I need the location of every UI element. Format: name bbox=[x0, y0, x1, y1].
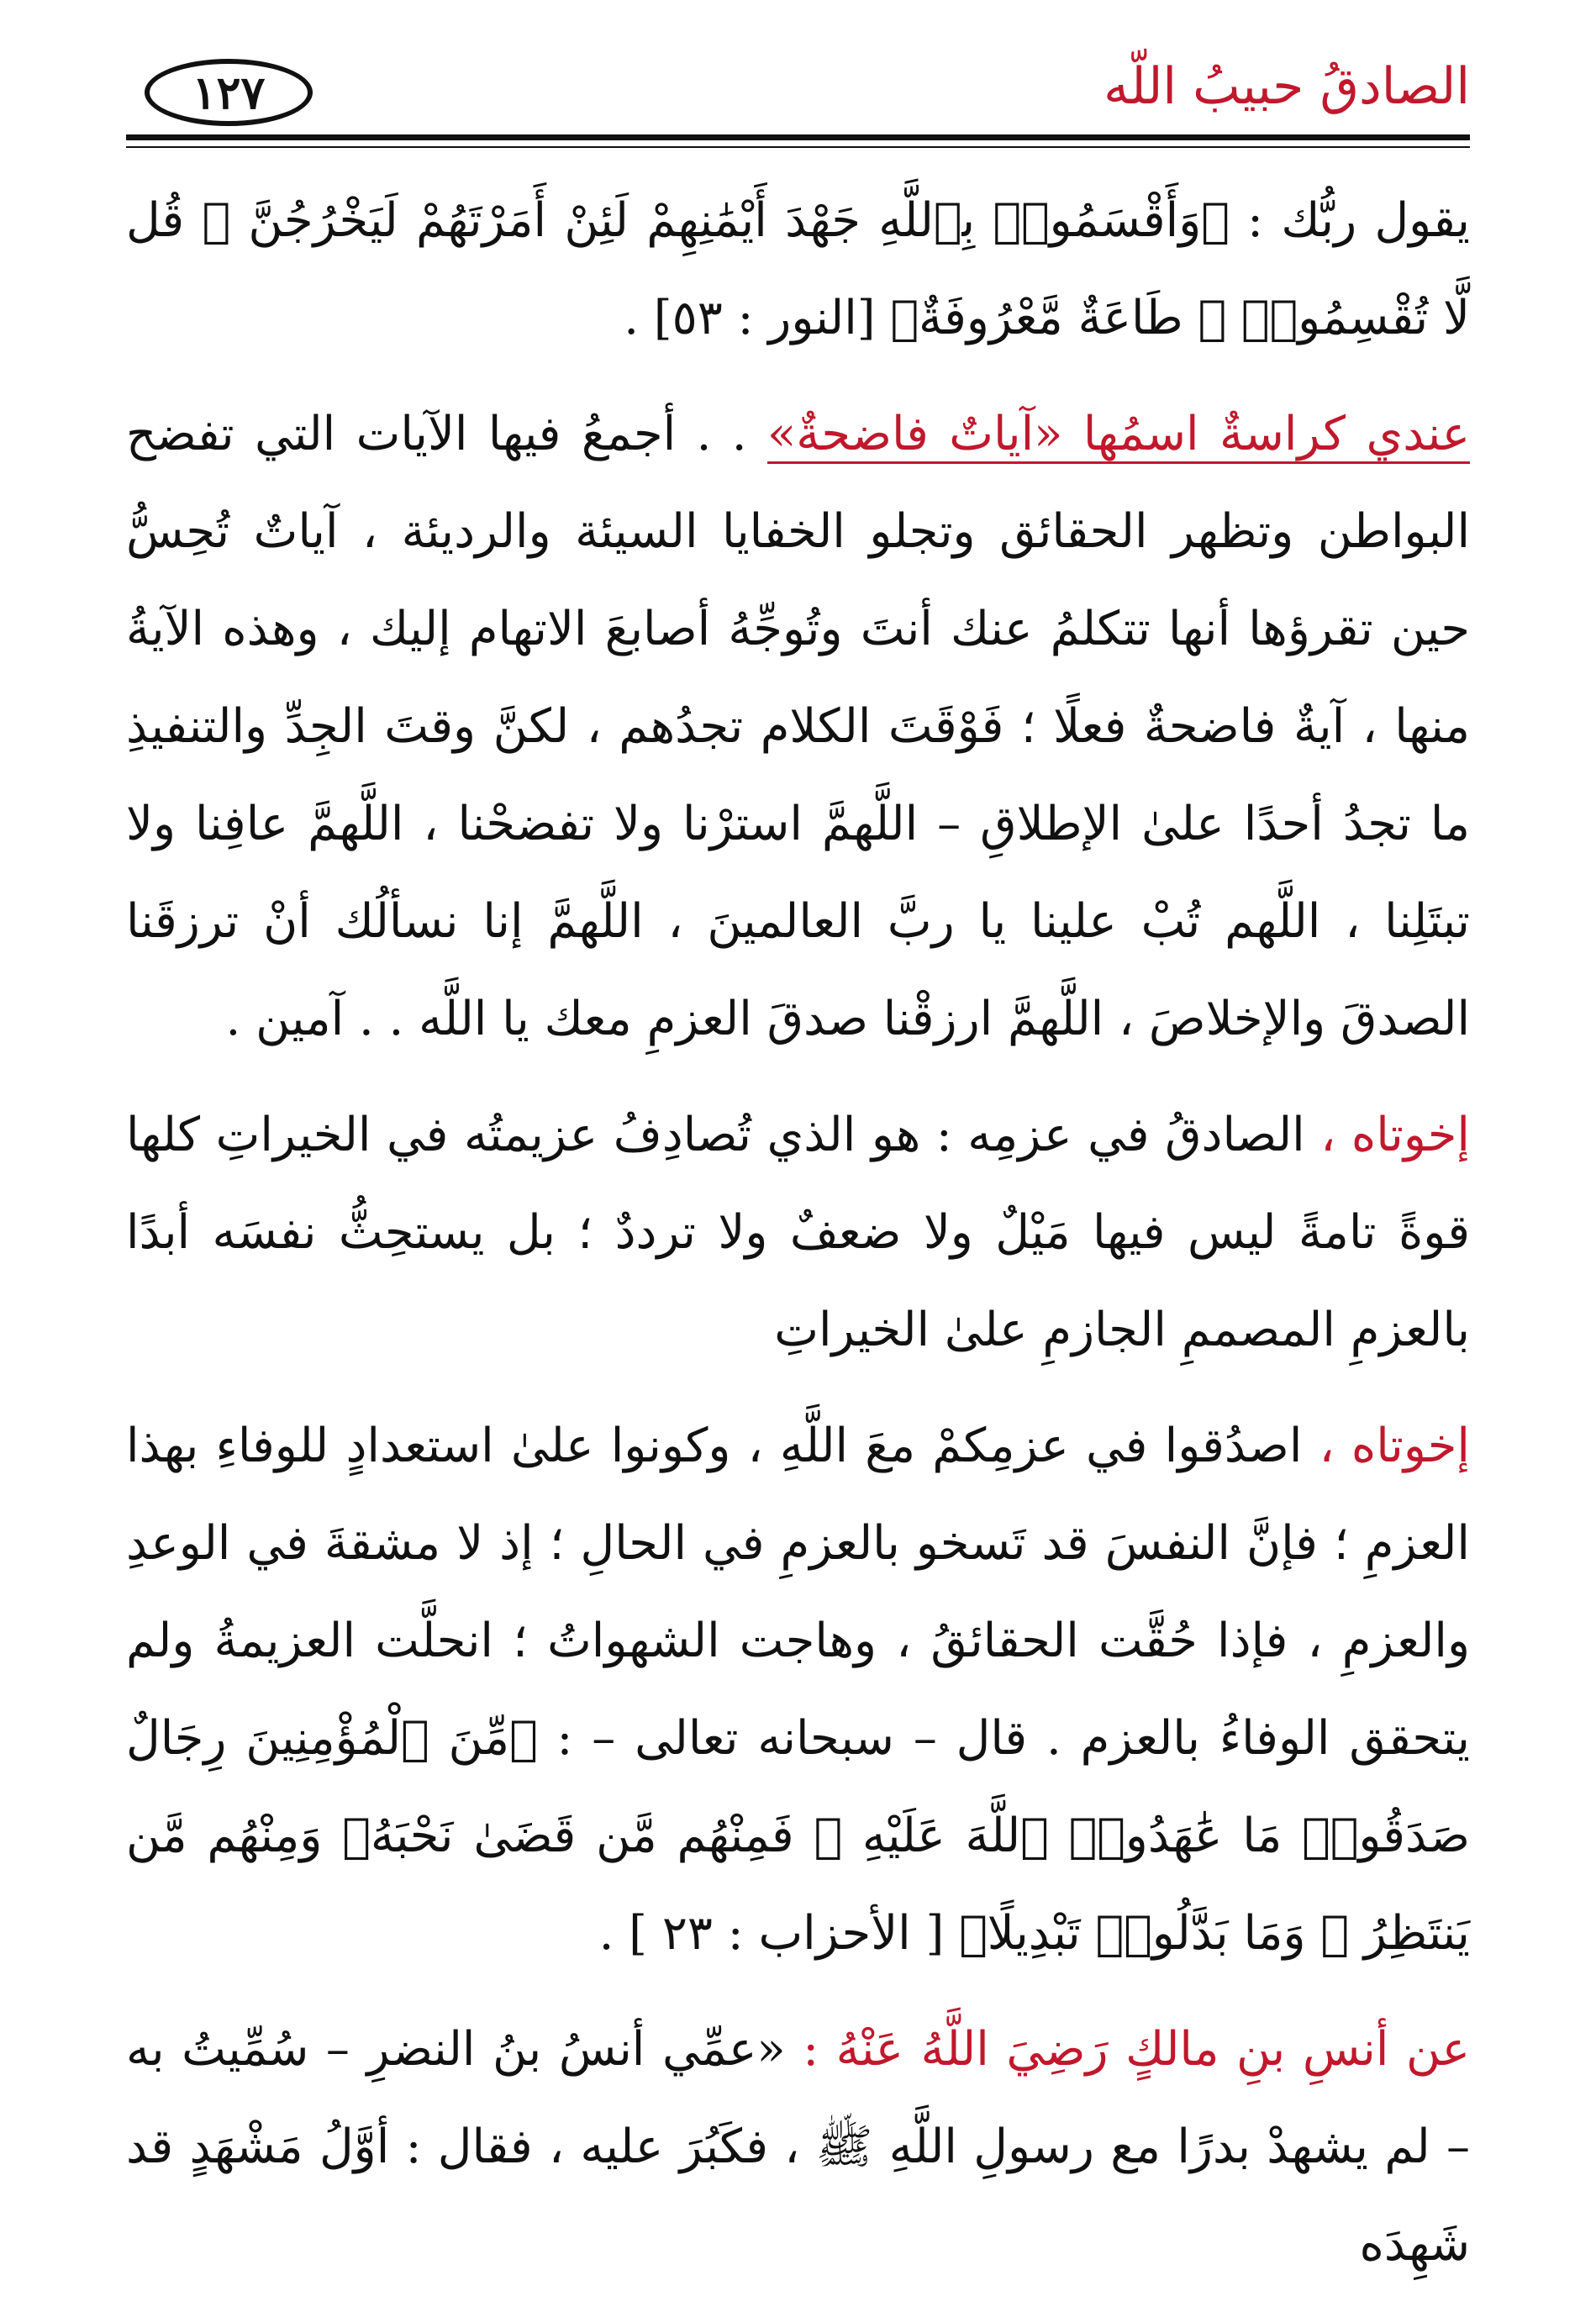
verse-citation: [ الأحزاب : ٢٣ ] . bbox=[598, 1906, 945, 1961]
body-text bbox=[126, 172, 1470, 2312]
paragraph-quran-intro bbox=[126, 172, 1470, 367]
paragraph-hadith bbox=[126, 2001, 1470, 2294]
quran-verse: ﴿وَأَقْسَمُوا۟ بِٱللَّهِ جَهْدَ أَيْمَٰنِهِمْ لَئِنْ أَمَرْتَهُمْ لَيَخْرُجُنَّ ۖ قُل لَّا تُقْسِمُوا۟ ۖ طَاعَةٌ مَّعْرُوفَةٌ﴾ bbox=[126, 193, 1470, 345]
paragraph-notebook bbox=[126, 386, 1470, 1068]
paragraph-text: . . أجمعُ فيها الآيات التي تفضح البواطن وتظهر الحقائق وتجلو الخفايا السيئة والرديئة ، آياتٌ تُحِسُّ حين تقرؤها أنها تتكلمُ عنك أنتَ وتُوجِّهُ أصابعَ الاتهام إليك ، وهذه الآيةُ منها ، آيةٌ فاضحةٌ فعلًا ؛ فَوْقَتَ الكلام تجدُهم ، لكنَّ وقتَ الجِدِّ والتنفيذِ ما تجدُ أحدًا علىٰ الإطلاقِ – اللَّهمَّ استرْنا ولا تفضحْنا ، اللَّهمَّ عافِنا ولا تبتَلِنا ، اللَّهم تُبْ علينا يا ربَّ العالمينَ ، اللَّهمَّ إنا نسألُك أنْ ترزقَنا الصدقَ والإخلاصَ ، اللَّهمَّ ارزقْنا صدقَ العزمِ معك يا اللَّه . . آمين . bbox=[126, 407, 1471, 1046]
paragraph-text: الصادقُ في عزمِه : هو الذي تُصادِفُ عزيمتُه في الخيراتِ كلها قوةً تامةً ليس فيها مَيْلٌ ولا ضعفٌ ولا ترددٌ ؛ بل يستحِثُّ نفسَه أبدًا بالعزمِ المصممِ الجازمِ علىٰ الخيراتِ bbox=[126, 1108, 1470, 1357]
running-title: الصادقُ حبيبُ اللّه bbox=[1104, 57, 1470, 116]
paragraph-lead-red: إخوتاه ، bbox=[1304, 1108, 1470, 1162]
paragraph-lead-red: إخوتاه ، bbox=[1302, 1419, 1470, 1473]
quran-verse: ﴿مِّنَ ٱلْمُؤْمِنِينَ رِجَالٌ صَدَقُوا۟ مَا عَٰهَدُوا۟ ٱللَّهَ عَلَيْهِ ۖ فَمِنْهُم مَّن قَضَىٰ نَحْبَهُۥ وَمِنْهُم مَّن يَنتَظِرُ ۖ وَمَا بَدَّلُوا۟ تَبْدِيلًا﴾ bbox=[126, 1711, 1470, 1961]
paragraph-text: «عمِّي أنسُ بنُ النضرِ – سُمِّيتُ به – لم يشهدْ بدرًا مع رسولِ اللَّهِ ﷺ ، فكَبُرَ عليه ، فقال : أوَّلُ مَشْهَدٍ قد شَهِدَه bbox=[126, 2022, 1470, 2272]
header-rule-thick bbox=[126, 134, 1470, 140]
page-header bbox=[126, 50, 1470, 143]
page-number-badge: ١٢٧ bbox=[145, 59, 313, 126]
paragraph-text: اصدُقوا في عزمِكمْ معَ اللَّهِ ، وكونوا علىٰ استعدادٍ للوفاءِ بهذا العزمِ ؛ فإنَّ النفسَ قد تَسخو بالعزمِ في الحالِ ؛ إذ لا مشقةَ في الوعدِ والعزمِ ، فإذا حُقَّت الحقائقُ ، وهاجت الشهواتُ ؛ انحلَّت العزيمةُ ولم يتحقق الوفاءُ بالعزم . قال – سبحانه تعالى – : bbox=[126, 1419, 1470, 1766]
paragraph-lead: يقول ربُّك : bbox=[1229, 193, 1471, 248]
paragraph-fulfillment bbox=[126, 1398, 1470, 1983]
verse-citation: [النور : ٥٣] . bbox=[624, 291, 876, 345]
paragraph-lead-red: عن أنسِ بنِ مالكٍ رَضِيَ اللَّهُ عَنْهُ : bbox=[785, 2022, 1470, 2077]
paragraph-resolve bbox=[126, 1087, 1470, 1379]
highlighted-phrase: عندي كراسةٌ اسمُها «آياتٌ فاضحةٌ» bbox=[767, 407, 1470, 461]
header-rule-thin bbox=[126, 146, 1470, 148]
